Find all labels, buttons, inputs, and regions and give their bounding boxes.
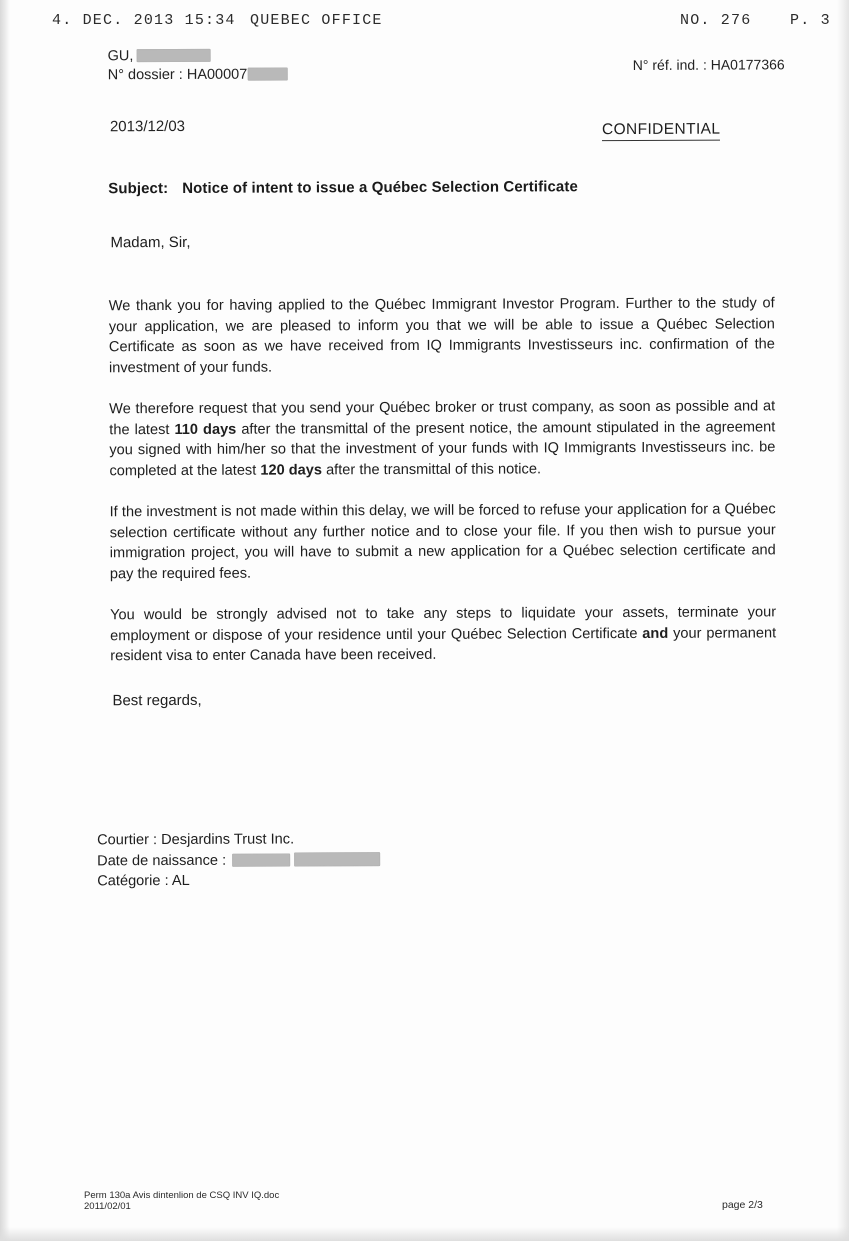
reference-number: N° réf. ind. : HA0177366 [632, 56, 785, 73]
confidential-marker: CONFIDENTIAL [602, 121, 721, 142]
addressee-file-line [108, 65, 288, 85]
document-filename: Perm 130a Avis dintenlion de CSQ INV IQ.doc [84, 1190, 280, 1201]
addressee-block [108, 46, 288, 85]
scan-edge-left [0, 0, 10, 1241]
redaction-birthdate-2 [294, 852, 380, 866]
fax-office-name: QUEBEC OFFICE [250, 12, 383, 29]
deadline-110-days: 110 days [174, 421, 237, 438]
paragraph-2-part-c: after the transmittal of the present notice, the amount stipulated in the agreement you signed with him/her so that the investment of your funds with IQ Immigrants Investisseurs inc. be completed at the latest [109, 418, 776, 479]
redaction-name [136, 49, 210, 62]
paragraph-4 [110, 602, 776, 666]
category-line: Catégorie : AL [97, 872, 190, 890]
addressee-name: GU, [107, 48, 134, 65]
subject-label: Subject: [108, 180, 169, 198]
paragraph-4-part-a: You would be strongly advised not to take any steps to liquidate your assets, terminate your employment or dispose of your residence until your Québec Selection Certificate [110, 604, 777, 644]
paragraph-2 [109, 396, 775, 481]
subject-text: Notice of intent to issue a Québec Selection Certificate [182, 178, 578, 197]
salutation: Madam, Sir, [110, 233, 191, 252]
scan-edge-bottom [0, 1227, 849, 1241]
redaction-file-number [247, 67, 287, 80]
paragraph-1: We thank you for having applied to the Québec Immigrant Investor Program. Further to the study of your application, we are pleased to inform you that we will be able to issue a Québec Selection Certificate as soon as we have received from IQ Immigrants Investisseurs inc. confirmation of the investment of your funds. [108, 295, 775, 376]
broker-line: Courtier : Desjardins Trust Inc. [97, 831, 295, 849]
document-revision-date: 2011/02/01 [84, 1201, 131, 1212]
closing-line: Best regards, [112, 691, 202, 710]
fax-page-number: P. 3 [790, 12, 831, 29]
fax-number: NO. 276 [680, 12, 752, 29]
paragraph-2-part-a: We therefore request that you send your Québec broker or trust company, as soon as possible and at the latest [109, 398, 776, 438]
deadline-120-days: 120 days [260, 461, 323, 479]
letter-body [109, 293, 777, 687]
document-page-number: page 2/3 [722, 1199, 763, 1211]
fax-transmission-header [0, 8, 849, 36]
birthdate-label: Date de naissance : [97, 852, 227, 869]
fax-datetime: 4. DEC. 2013 15:34 [52, 12, 236, 29]
paragraph-4-emphasis: and [642, 625, 669, 642]
scan-edge-right [837, 0, 849, 1241]
letter-date: 2013/12/03 [109, 117, 186, 136]
subject-line [108, 178, 578, 197]
paragraph-4-part-c: your permanent resident visa to enter Canada have been received. [110, 624, 777, 665]
applicant-details-block [97, 829, 380, 892]
file-number-label: N° dossier : HA00007 [107, 66, 248, 84]
redaction-birthdate-1 [232, 853, 290, 866]
paragraph-3: If the investment is not made within this delay, we will be forced to refuse your application for a Québec selection certificate without any further notice and to close your file. If you then wish to pursue your immigration project, you will have to submit a new application for a Québec selection certificate and pay the required fees. [109, 501, 776, 582]
birthdate-line [97, 850, 380, 872]
document-footer-left [84, 1190, 279, 1212]
addressee-name-line [108, 46, 288, 66]
paragraph-2-part-e: after the transmittal of this notice. [321, 460, 542, 478]
